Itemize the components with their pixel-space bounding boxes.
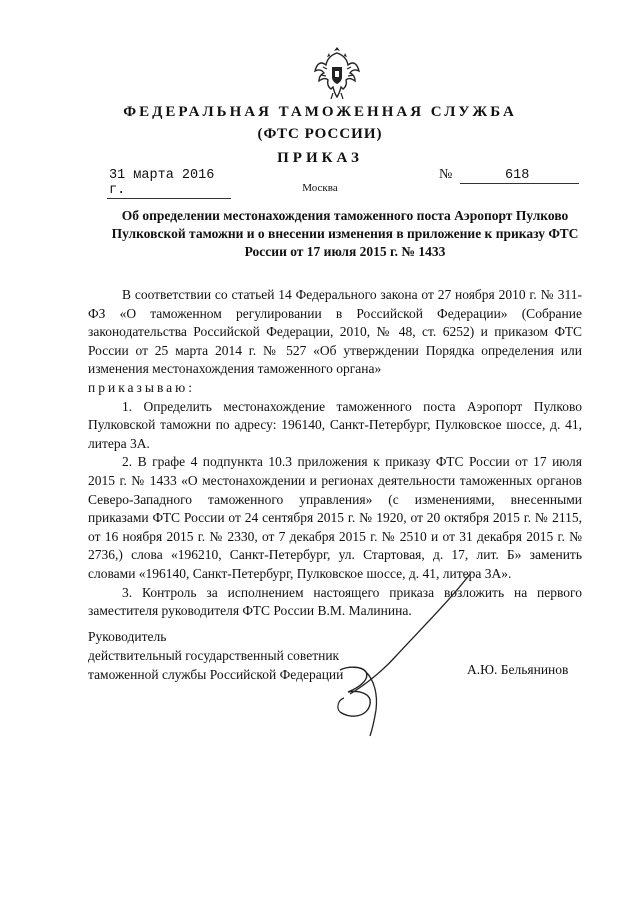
- agency-abbreviation: (ФТС РОССИИ): [257, 126, 383, 142]
- order-number: 618: [505, 168, 530, 183]
- signatory-position: Руководитель: [88, 629, 167, 644]
- order-date: 31 марта 2016 г.: [109, 168, 215, 198]
- order-number-label: №: [439, 167, 453, 182]
- document-type-title: ПРИКАЗ: [277, 150, 363, 166]
- signatory-rank-line2: таможенной службы Российской Федерации: [88, 667, 344, 682]
- russian-coat-of-arms-icon: [313, 43, 361, 103]
- agency-name: ФЕДЕРАЛЬНАЯ ТАМОЖЕННАЯ СЛУЖБА: [123, 104, 517, 120]
- order-item-2: 2. В графе 4 подпункта 10.3 приложения к приказу ФТС России от 17 июля 2015 г. № 1433 «О местонахождении и регионах деятельности таможенных органов Северо-Западного таможенного управления» (с изменениями, внесенными приказами ФТС России от 24 сентября 2015 г. № 1920, от 20 октября 2015 г. № 2115, от 16 ноября 2015 г. № 2330, от 7 декабря 2015 г. № 2510 и от 31 декабря 2015 г. № 2736,) слова «196210, Санкт-Петербург, ул. Стартовая, д. 17, лит. Б» заменить словами «196140, Санкт-Петербург, Пулковское шоссе, д. 41, литера 3А».: [88, 454, 582, 581]
- order-item-1: 1. Определить местонахождение таможенного поста Аэропорт Пулково Пулковской таможни по адресу: 196140, Санкт-Петербург, Пулковское шоссе, д. 41, литера 3А.: [88, 398, 582, 451]
- signatory-rank-line1: действительный государственный советник: [88, 648, 340, 663]
- order-subject: Об определении местонахождения таможенного поста Аэропорт Пулково Пулковской таможни и о внесении изменения в приложение к приказу ФТС России от 17 июля 2015 г. № 1433: [111, 208, 579, 259]
- signatory-name: А.Ю. Бельянинов: [467, 662, 569, 677]
- preamble-paragraph: В соответствии со статьей 14 Федерального закона от 27 ноября 2010 г. № 311-ФЗ «О таможенном регулировании в Российской Федерации» (Собрание законодательства Российской Федерации, 2010, № 48, ст. 6252) и приказом ФТС России от 25 марта 2014 г. № 527 «Об утверждении Порядка определения или изменения местонахождения таможенного органа»: [88, 287, 582, 377]
- handwritten-signature: [300, 570, 480, 740]
- order-item-3: 3. Контроль за исполнением настоящего приказа возложить на первого заместителя руководителя ФТС России В.М. Малинина.: [88, 584, 582, 619]
- issue-city: Москва: [302, 182, 338, 194]
- order-word: приказываю:: [88, 379, 195, 395]
